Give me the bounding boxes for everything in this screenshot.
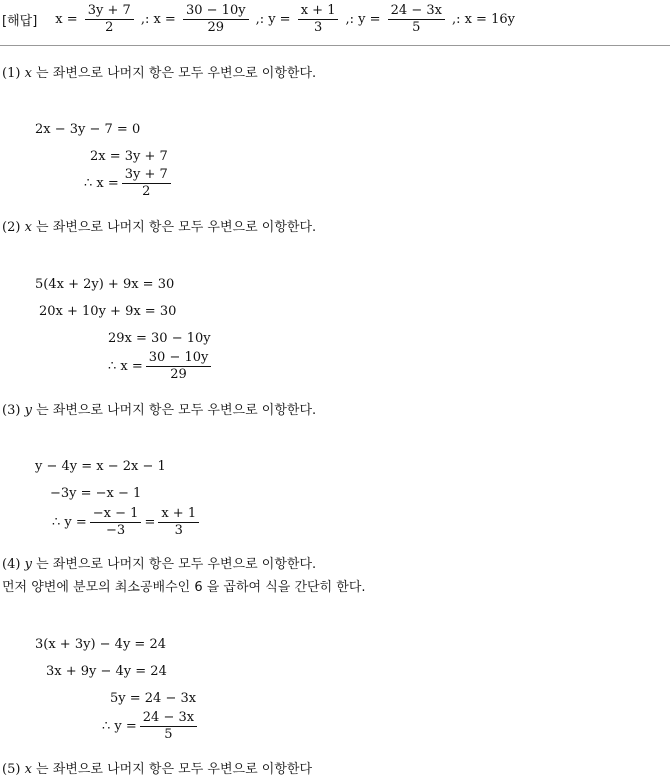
section-3-heading: (3) y 는 좌변으로 나머지 항은 모두 우변으로 이항한다. — [2, 403, 317, 418]
divider — [0, 45, 670, 46]
answer-header — [2, 2, 515, 36]
fraction: $\frac{3y + 7}{2}$ — [122, 168, 171, 199]
equation-line: 20x + 10y + 9x = 30 — [39, 304, 177, 319]
answer-tag: [해답] — [2, 13, 38, 29]
final-equation: ∴ y = $\frac{-x - 1}{-3}$ = $\frac{x + 1}{3}$ — [52, 507, 202, 538]
fraction: $\frac{30 - 10y}{29}$ — [146, 351, 212, 382]
fraction: $\frac{24 - 3x}{5}$ — [140, 711, 197, 742]
section-1-heading: (1) x 는 좌변으로 나머지 항은 모두 우변으로 이항한다. — [2, 66, 317, 81]
fraction: $\frac{24 - 3x}{5}$ — [388, 4, 445, 35]
header-eq-2: ,: x = $\frac{30 - 10y}{29}$ — [141, 4, 252, 35]
equation-line: y − 4y = x − 2x − 1 — [35, 459, 166, 474]
section-5-heading: (5) x 는 좌변으로 나머지 항은 모두 우변으로 이항한다 — [2, 762, 313, 777]
fraction: $\frac{30 - 10y}{29}$ — [183, 4, 249, 35]
fraction: $\frac{3y + 7}{2}$ — [85, 4, 134, 35]
fraction: $\frac{x + 1}{3}$ — [298, 4, 339, 35]
equation-line: 5(4x + 2y) + 9x = 30 — [35, 277, 175, 292]
equation-line: −3y = −x − 1 — [50, 486, 142, 501]
equation-line: 29x = 30 − 10y — [108, 331, 211, 346]
equation-line: 3(x + 3y) − 4y = 24 — [35, 637, 166, 652]
equation-line: 2x = 3y + 7 — [90, 149, 168, 164]
section-4-note: 먼저 양변에 분모의 최소공배수인 6 을 곱하여 식을 간단히 한다. — [2, 580, 366, 595]
header-eq-1: x = $\frac{3y + 7}{2}$ — [55, 4, 137, 35]
header-eq-4: ,: y = $\frac{24 - 3x}{5}$ — [345, 4, 447, 35]
section-4-heading: (4) y 는 좌변으로 나머지 항은 모두 우변으로 이항한다. — [2, 557, 317, 572]
final-equation: ∴ y = $\frac{24 - 3x}{5}$ — [102, 711, 200, 742]
section-2-heading: (2) x 는 좌변으로 나머지 항은 모두 우변으로 이항한다. — [2, 220, 317, 235]
header-eq-3: ,: y = $\frac{x + 1}{3}$ — [256, 4, 342, 35]
equation-line: 5y = 24 − 3x — [110, 691, 197, 706]
final-equation: ∴ x = $\frac{3y + 7}{2}$ — [84, 168, 174, 199]
equation-line: 2x − 3y − 7 = 0 — [35, 122, 141, 137]
fraction: $\frac{-x - 1}{-3}$ — [90, 507, 142, 538]
header-eq-last: ,: x = 16y — [451, 11, 515, 27]
equation-line: 3x + 9y − 4y = 24 — [46, 664, 167, 679]
fraction: $\frac{x + 1}{3}$ — [158, 507, 199, 538]
final-equation: ∴ x = $\frac{30 - 10y}{29}$ — [108, 351, 214, 382]
